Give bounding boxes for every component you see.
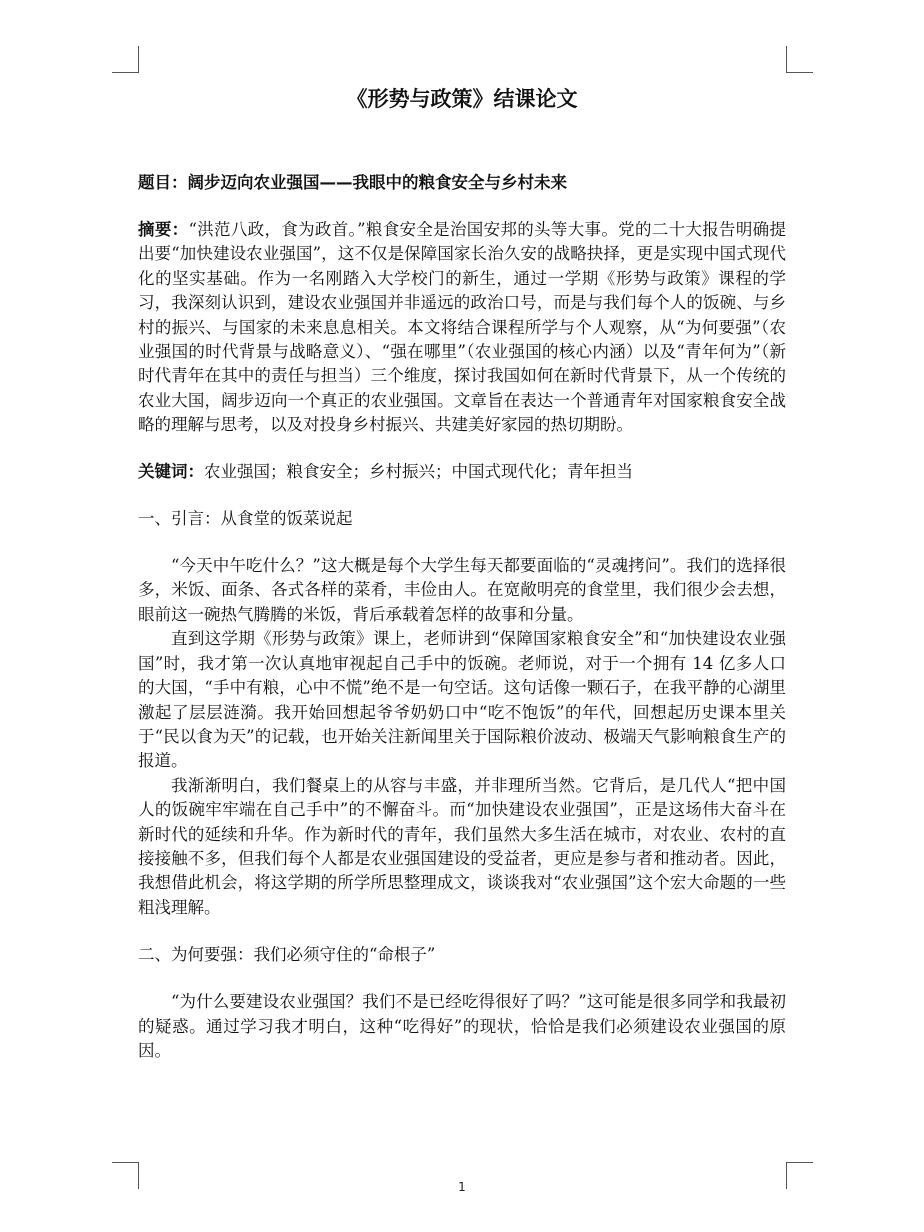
topic-text: 阔步迈向农业强国——我眼中的粮食安全与乡村未来 [187, 173, 567, 192]
topic-line [138, 170, 786, 196]
document-title: 《形势与政策》结课论文 [346, 87, 578, 111]
document-body [138, 84, 786, 1063]
keywords-text: 农业强国；粮食安全；乡村振兴；中国式现代化；青年担当 [204, 461, 633, 481]
keywords-label: 关键词： [138, 461, 204, 481]
page-number: 1 [458, 1180, 466, 1194]
section-1-heading: 一、引言：从食堂的饭菜说起 [138, 509, 353, 529]
abstract-paragraph [138, 218, 786, 438]
abstract-label: 摘要： [138, 220, 189, 239]
section-2-heading: 二、为何要强：我们必须守住的“命根子” [138, 945, 436, 965]
section-1-paragraph-2: 直到这学期《形势与政策》课上，老师讲到“保障国家粮食安全”和“加快建设农业强国”时，我才第一次认真地审视起自己手中的饭碗。老师说，对于一个拥有 14 亿多人口的大国，“手中有粮，心中不慌”绝不是一句空话。这句话像一颗石子，在我平静的心湖里激起了层层涟漪。我开始回想起爷爷奶奶口中“吃不饱饭”的年代，回想起历史课本里关于“民以食为天”的记载，也开始关注新闻里关于国际粮价波动、极端天气影响粮食生产的报道。 [138, 629, 786, 771]
topic-label: 题目： [138, 173, 188, 192]
keywords-line [138, 460, 786, 484]
crop-mark-top-left [112, 46, 139, 73]
crop-mark-top-right [786, 46, 813, 73]
section-2-paragraph-1: “为什么要建设农业强国？我们不是已经吃得很好了吗？”这可能是很多同学和我最初的疑惑。通过学习我才明白，这种“吃得好”的现状，恰恰是我们必须建设农业强国的原因。 [138, 992, 786, 1060]
abstract-text: “洪范八政，食为政首。”粮食安全是治国安邦的头等大事。党的二十大报告明确提出要“加快建设农业强国”，这不仅是保障国家长治久安的战略抉择，更是实现中国式现代化的坚实基础。作为一名刚踏入大学校门的新生，通过一学期《形势与政策》课程的学习，我深刻认识到，建设农业强国并非遥远的政治口号，而是与我们每个人的饭碗、与乡村的振兴、与国家的未来息息相关。本文将结合课程所学与个人观察，从“为何要强”（农业强国的时代背景与战略意义）、“强在哪里”（农业强国的核心内涵）以及“青年何为”（新时代青年在其中的责任与担当）三个维度，探讨我国如何在新时代背景下，从一个传统的农业大国，阔步迈向一个真正的农业强国。文章旨在表达一个普通青年对国家粮食安全战略的理解与思考，以及对投身乡村振兴、共建美好家园的热切期盼。 [138, 220, 786, 435]
section-1-paragraph-3: 我渐渐明白，我们餐桌上的从容与丰盛，并非理所当然。它背后，是几代人“把中国人的饭碗牢牢端在自己手中”的不懈奋斗。而“加快建设农业强国”，正是这场伟大奋斗在新时代的延续和升华。作为新时代的青年，我们虽然大多生活在城市，对农业、农村的直接接触不多，但我们每个人都是农业强国建设的受益者，更应是参与者和推动者。因此，我想借此机会，将这学期的所学所思整理成文，谈谈我对“农业强国”这个宏大命题的一些粗浅理解。 [138, 775, 786, 917]
section-1-paragraph-1: “今天中午吃什么？”这大概是每个大学生每天都要面临的“灵魂拷问”。我们的选择很多，米饭、面条、各式各样的菜肴，丰俭由人。在宽敞明亮的食堂里，我们很少会去想，眼前这一碗热气腾腾的米饭，背后承载着怎样的故事和分量。 [138, 556, 786, 624]
